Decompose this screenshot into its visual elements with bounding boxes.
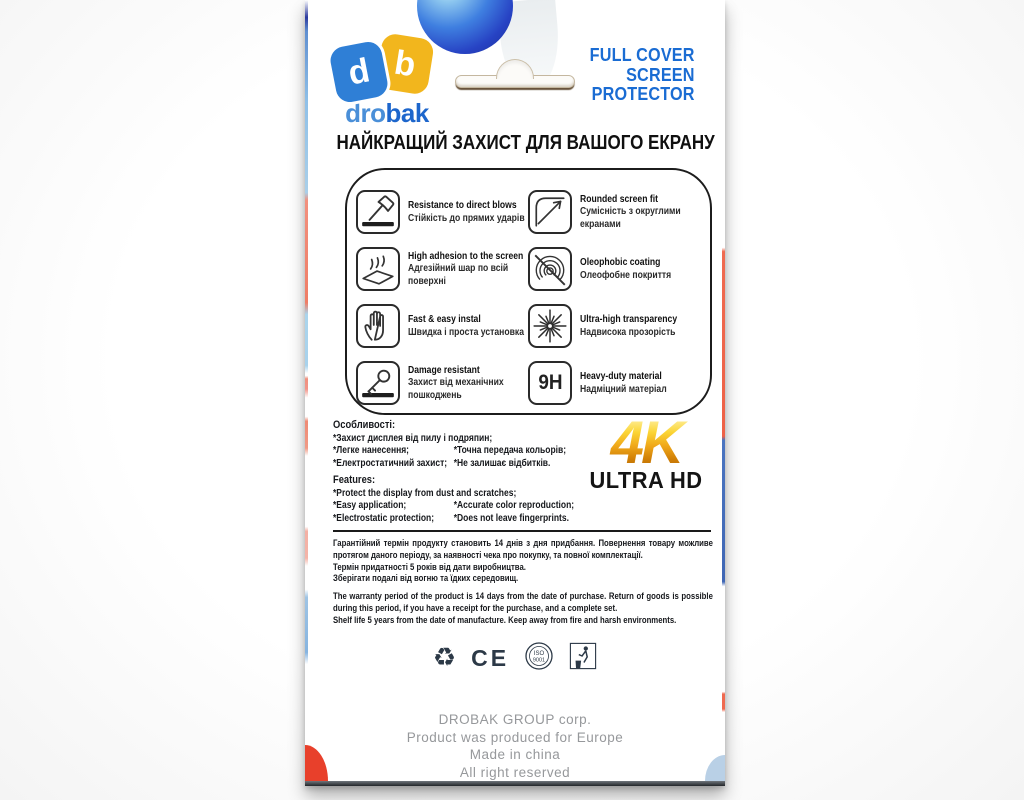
iso-9001-seal-icon [524,641,554,676]
feature-title: Fast & easy instal [408,313,481,325]
fingerprint-icon [528,247,572,291]
osoblyvosti-item: *Легке нанесення; [333,445,410,457]
hang-slot-bump [496,59,534,79]
footer-line-produced: Product was produced for Europe [406,729,624,745]
wordmark-dro: dro [345,98,386,128]
footer-line-rights: All right reserved [459,764,571,780]
footer-text [305,711,725,781]
logo-letter-d: d [345,50,373,93]
feature-item [528,240,708,297]
features-en-block [333,474,588,525]
osoblyvosti-item: *Точна передача кольорів; [453,445,567,457]
recycle-icon: ♻ [432,643,457,673]
feature-subtitle: Швидка і проста установка [408,325,524,338]
feature-subtitle: Захист від механічних пошкоджень [408,376,504,401]
tagline-line-1: FULL COVER [589,45,695,65]
feature-title: Damage resistant [408,363,480,376]
warranty-uk [333,538,713,585]
feature-item [356,240,528,297]
osoblyvosti-header: Особливості: [333,419,396,431]
euro-hang-slot [455,58,575,92]
wordmark-bak: bak [385,98,429,128]
feature-subtitle: Сумісність з округлими екранами [580,205,681,230]
feature-title: High adhesion to the screen [408,249,524,262]
osoblyvosti-item: *Не залишає відбитків. [453,457,551,469]
9h-hardness-badge [528,361,572,405]
key-icon [356,361,400,405]
tagline-line-2: SCREEN [626,64,695,85]
feature-text [580,256,703,281]
feature-title: Rounded screen fit [580,192,658,205]
4k-logo: 4K [573,416,719,470]
features-en-header: Features: [333,474,376,486]
footer-line-company: DROBAK GROUP corp. [438,712,592,727]
features-panel [345,168,712,415]
osoblyvosti-grid [333,445,588,470]
main-title: НАЙКРАЩИЙ ЗАХИСТ ДЛЯ ВАШОГО ЕКРАНУ [336,132,715,154]
hand-icon [356,304,400,348]
osoblyvosti-block [333,419,588,470]
product-tagline [590,46,695,105]
feature-subtitle: Надвисока прозорість [580,325,676,338]
feature-title: Heavy-duty material [580,370,662,382]
warranty-uk-p2: Термін придатності 5 років від дати виробництва. [333,561,526,573]
osoblyvosti-line: *Захист дисплея від пилу і подряпин; [333,433,493,444]
feature-item [528,354,708,411]
feature-text [580,193,703,231]
feature-subtitle: Надміцний матеріал [580,382,667,395]
hammer-icon [356,190,400,234]
logo-blue-square [328,40,390,105]
features-column-left [356,183,528,411]
rounded-corner-icon [528,190,572,234]
warranty-en [333,591,713,626]
ce-mark: CE [471,644,510,671]
9h-label: 9H [537,370,563,394]
feature-title: Resistance to direct blows [408,199,517,211]
drobak-logo [325,34,449,126]
warranty-en-p1: The warranty period of the product is 14 days from the date of purchase. Return of goods is possible during this period, if you have a receipt for the purchase, and a complete set. [333,591,713,614]
features-column-right [528,183,708,411]
warranty-uk-p3: Зберігати подалі від вогню та їдких середовищ. [333,573,519,585]
footer-line-made-in: Made in china [469,747,561,762]
feature-subtitle: Олеофобне покриття [580,268,672,281]
feature-item [528,297,708,354]
osoblyvosti-item: *Електростатичний захист; [333,457,448,469]
feature-text [408,313,531,338]
feature-item [356,354,528,411]
feature-text [580,313,703,338]
feature-title: Ultra-high transparency [580,313,678,325]
features-en-grid [333,500,588,525]
features-en-line: *Protect the display from dust and scratches; [333,488,517,499]
tidy-man-icon [569,642,597,675]
divider-line [333,530,711,532]
warranty-en-p2: Shelf life 5 years from the date of manufacture. Keep away from fire and harsh environments. [333,614,677,626]
feature-text [408,250,531,288]
features-en-item: *Easy application; [333,500,407,512]
adhesion-icon [356,247,400,291]
package-card [305,0,725,786]
feature-text [408,199,531,224]
starburst-icon [528,304,572,348]
features-en-item: *Does not leave fingerprints. [453,512,569,524]
features-en-item: *Electrostatic protection; [333,512,435,524]
feature-subtitle: Стійкість до прямих ударів [408,211,525,224]
feature-title: Oleophobic coating [580,256,661,268]
features-en-item: *Accurate color reproduction; [453,500,575,512]
logo-letter-b: b [391,43,419,84]
feature-item [528,183,708,240]
feature-text [408,364,531,402]
certification-row [305,641,725,675]
tagline-line-3: PROTECTOR [591,84,695,104]
feature-subtitle: Адгезійний шар по всій поверхні [408,262,509,287]
warranty-uk-p1: Гарантійний термін продукту становить 14 днів з дня придбання. Повернення товару можливе протягом даного періоду, за наявності чека про покупку, та повної комплектації. [333,538,713,561]
feature-item [356,297,528,354]
ultra-hd-label: ULTRA HD [589,467,703,493]
feature-item [356,183,528,240]
iso-text: ISO [533,650,545,657]
logo-wordmark [325,98,449,129]
4k-ultra-hd-badge [573,409,719,494]
card-bottom-shadow-edge [305,781,725,786]
feature-text [580,370,703,395]
iso-number: 9001 [533,657,546,663]
